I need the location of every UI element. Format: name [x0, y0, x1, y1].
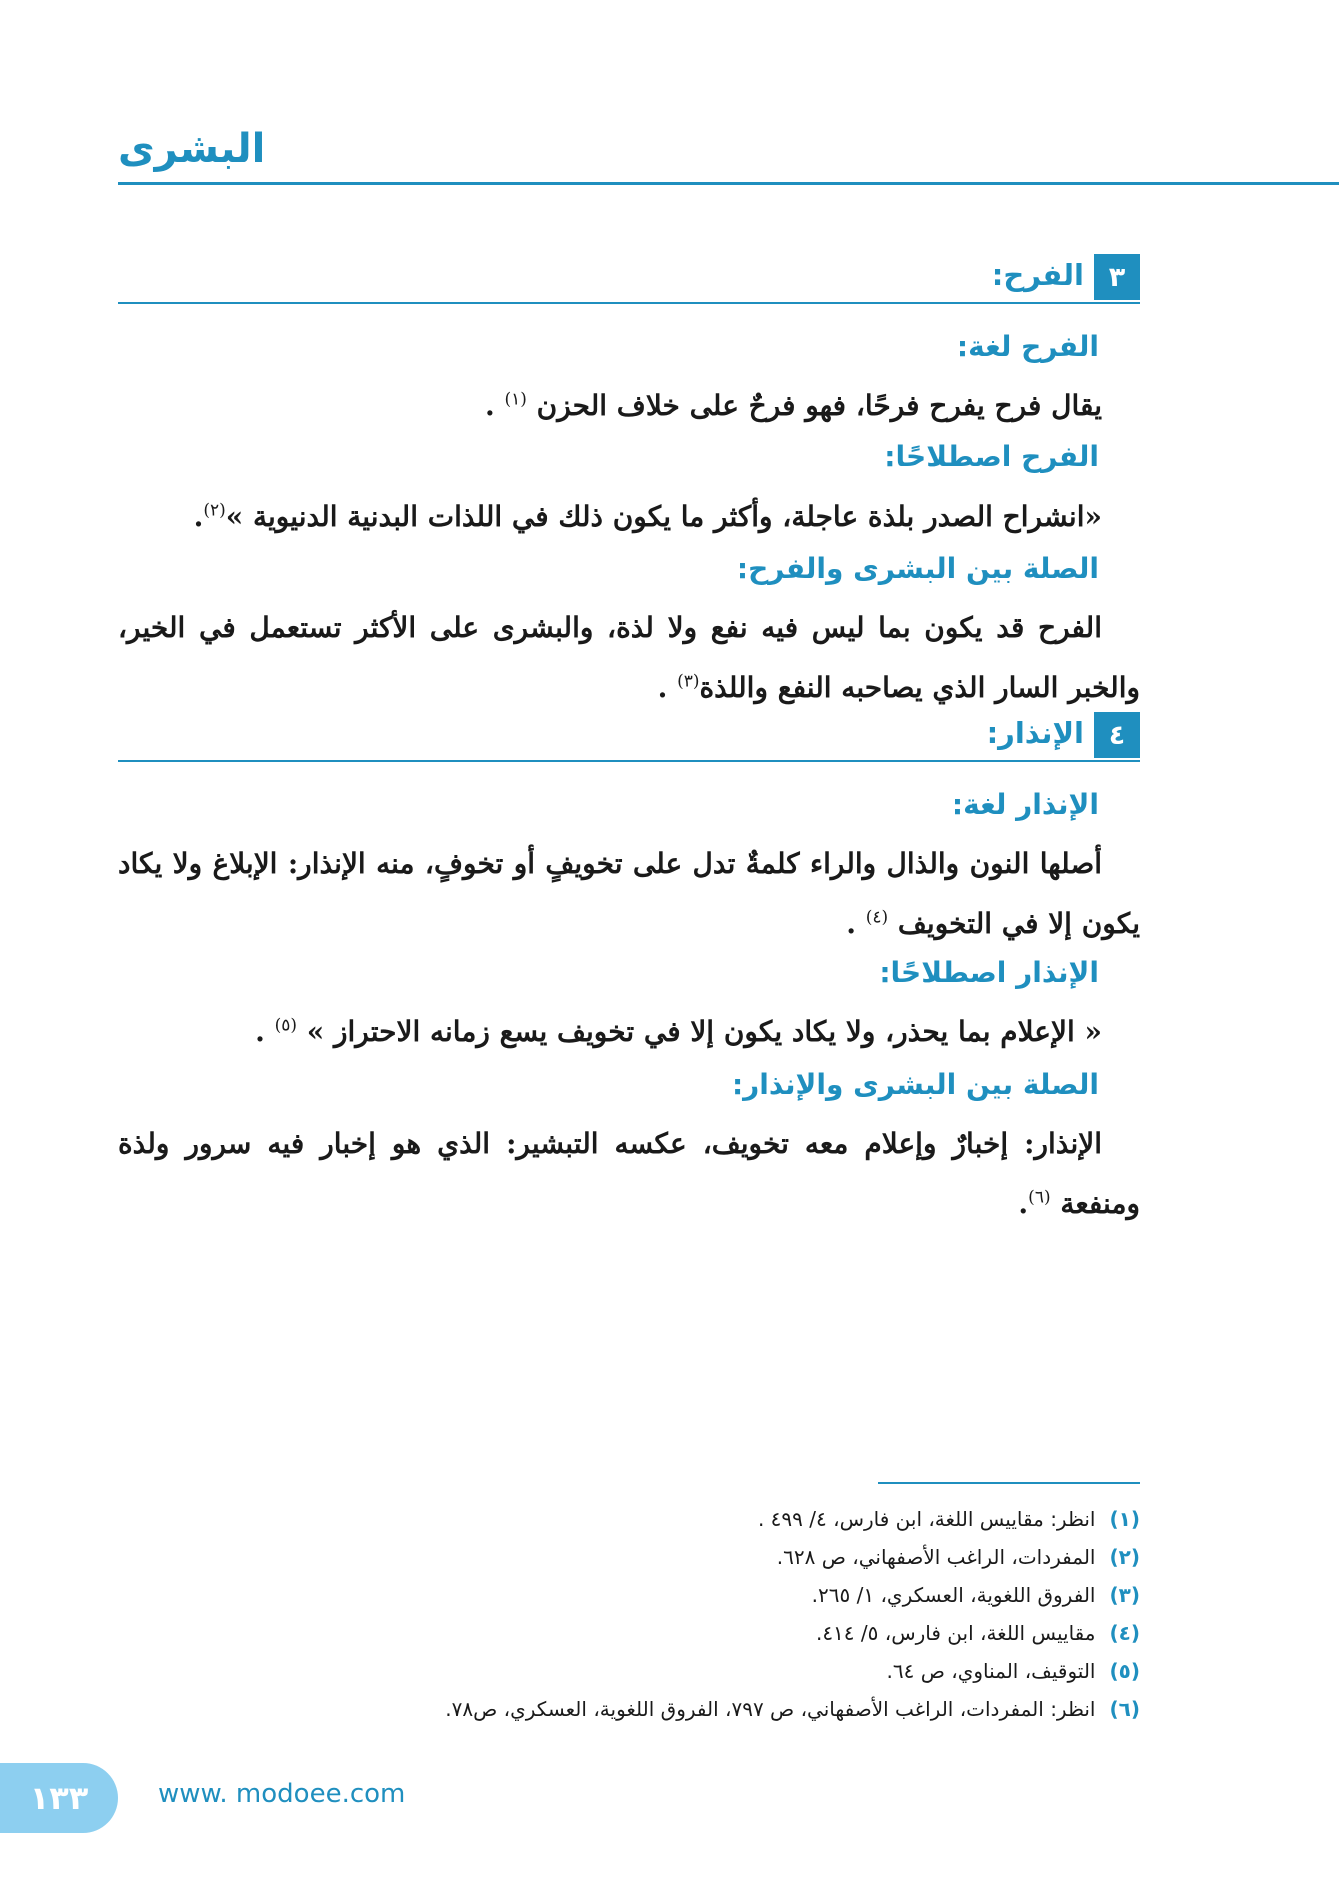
paragraph-end: .	[255, 1015, 275, 1048]
paragraph	[118, 1002, 1140, 1062]
section-heading-joy	[118, 254, 1140, 302]
paragraph-end: .	[657, 671, 678, 704]
footnote-ref[interactable]: (٦)	[1028, 1187, 1051, 1208]
page-title: البشرى	[118, 126, 266, 172]
footnote-ref[interactable]: (١)	[504, 389, 527, 410]
section-title: الفرح:	[991, 258, 1084, 292]
paragraph-end: .	[846, 907, 866, 940]
subheading: الفرح اصطلاحًا:	[884, 440, 1099, 473]
paragraph	[118, 834, 1140, 954]
paragraph	[118, 487, 1140, 547]
footnote-ref[interactable]: (٤)	[865, 907, 889, 928]
paragraph-text: «انشراح الصدر بلذة عاجلة، وأكثر ما يكون ذلك في اللذات البدنية الدنيوية »	[225, 500, 1102, 533]
footnote	[445, 1614, 1140, 1652]
footnote	[445, 1652, 1140, 1690]
footnote-ref[interactable]: (٥)	[274, 1015, 297, 1036]
footnotes-divider	[878, 1482, 1140, 1484]
paragraph-text: يقال فرح يفرح فرحًا، فهو فرحٌ على خلاف الحزن	[536, 389, 1102, 422]
paragraph-text: الفرح قد يكون بما ليس فيه نفع ولا لذة، والبشرى على الأكثر تستعمل في الخير، والخبر السار الذي يصاحبه النفع واللذة	[118, 611, 1140, 704]
section-number-badge: ٣	[1094, 254, 1140, 300]
section-divider	[118, 760, 1140, 762]
footnote-number: (١)	[1109, 1507, 1140, 1531]
paragraph-end: .	[484, 389, 505, 422]
footnote	[445, 1690, 1140, 1728]
footnote-number: (٣)	[1109, 1583, 1140, 1607]
paragraph-end: .	[193, 500, 204, 533]
section-divider	[118, 302, 1140, 304]
section-heading-warning	[118, 712, 1140, 760]
footnote-text: انظر: مقاييس اللغة، ابن فارس، ٤/ ٤٩٩ .	[757, 1507, 1096, 1531]
footnote-number: (٥)	[1109, 1659, 1140, 1683]
paragraph-text: « الإعلام بما يحذر، ولا يكاد يكون إلا في تخويف يسع زمانه الاحتراز »	[306, 1015, 1102, 1048]
footnote	[445, 1500, 1140, 1538]
paragraph	[118, 1114, 1140, 1234]
section-number-badge: ٤	[1094, 712, 1140, 758]
footnote-number: (٢)	[1109, 1545, 1140, 1569]
subheading: الإنذار اصطلاحًا:	[879, 956, 1099, 989]
header-divider	[118, 182, 1339, 185]
paragraph-text: أصلها النون والذال والراء كلمةٌ تدل على تخويفٍ أو تخوفٍ، منه الإنذار: الإبلاغ ولا يكاد يكون إلا في التخويف	[118, 847, 1140, 940]
paragraph-end: .	[1018, 1187, 1029, 1220]
subheading: الفرح لغة:	[956, 330, 1099, 363]
footnote-number: (٦)	[1109, 1697, 1140, 1721]
paragraph-text: الإنذار: إخبارٌ وإعلام معه تخويف، عكسه التبشير: الذي هو إخبار فيه سرور ولذة ومنفعة	[118, 1127, 1140, 1220]
subheading: الإنذار لغة:	[951, 788, 1099, 821]
website-link[interactable]: www. modoee.com	[158, 1779, 406, 1809]
subheading: الصلة بين البشرى والفرح:	[736, 552, 1099, 585]
footnote	[445, 1576, 1140, 1614]
footnote-text: مقاييس اللغة، ابن فارس، ٥/ ٤١٤.	[815, 1621, 1096, 1645]
footnotes	[445, 1500, 1140, 1728]
footnote-number: (٤)	[1109, 1621, 1140, 1645]
section-title: الإنذار:	[986, 716, 1084, 750]
footnote-text: الفروق اللغوية، العسكري، ١/ ٢٦٥.	[811, 1583, 1096, 1607]
footnote	[445, 1538, 1140, 1576]
page-number: ١٣٣	[0, 1763, 118, 1833]
footnote-ref[interactable]: (٣)	[677, 671, 700, 692]
paragraph	[118, 598, 1140, 718]
subheading: الصلة بين البشرى والإنذار:	[731, 1068, 1099, 1101]
footnote-text: المفردات، الراغب الأصفهاني، ص ٦٢٨.	[776, 1545, 1096, 1569]
footnote-ref[interactable]: (٢)	[203, 500, 226, 521]
paragraph	[118, 376, 1140, 436]
footnote-text: التوقيف، المناوي، ص ٦٤.	[886, 1659, 1096, 1683]
footnote-text: انظر: المفردات، الراغب الأصفهاني، ص ٧٩٧، الفروق اللغوية، العسكري، ص٧٨.	[445, 1697, 1096, 1721]
